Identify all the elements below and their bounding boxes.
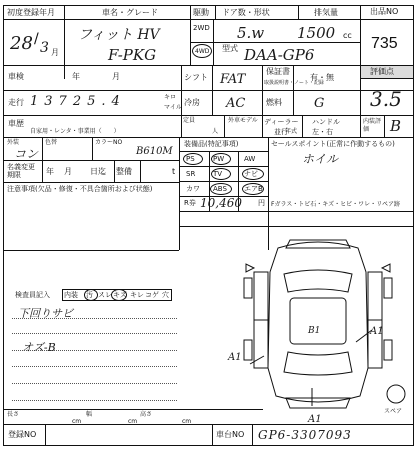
length-label: 長さ [7, 411, 20, 418]
dealer-label: ディーラー [264, 118, 299, 126]
divider [3, 182, 179, 183]
rec-label: R券 [184, 199, 196, 207]
divider [64, 5, 65, 79]
equip-leather: カワ [186, 185, 200, 193]
maintenance-label: 整備 [116, 167, 132, 176]
rec-value: 10,460 [200, 196, 242, 210]
score-value: 3.5 [370, 87, 402, 111]
equip-abs: ABS [213, 185, 227, 193]
steering-label: ハンドル [312, 118, 340, 126]
note-line [12, 383, 177, 384]
divider [181, 115, 414, 116]
ext-color-value: コン [14, 147, 39, 161]
inspector-note-2: オズ-B [22, 341, 56, 354]
note-line [12, 333, 177, 334]
height-label: 高さ [140, 411, 153, 418]
sales-point-value: ホイル [302, 152, 339, 166]
chassis-label: 車台NO [216, 430, 245, 439]
color-code-label: カラーNO [95, 139, 123, 146]
inspector-label: 検査員記入 [15, 291, 50, 299]
divider [3, 90, 181, 91]
lot-number: 735 [371, 35, 398, 52]
aircon-value: AC [226, 96, 246, 111]
drive-4wd: 4WD [195, 48, 210, 55]
note-line [12, 400, 177, 401]
divider [179, 166, 268, 167]
divider [3, 424, 414, 425]
equip-ps: PS [186, 155, 195, 163]
divider [302, 115, 303, 137]
equip-pw: PW [213, 155, 225, 163]
door-label: ドア数・形状 [222, 8, 270, 17]
divider [262, 65, 263, 137]
displacement-value: 1500 [297, 24, 336, 42]
mark-circle [242, 168, 264, 180]
nc-month-unit: 月 [64, 167, 72, 176]
mark-circle [210, 183, 232, 195]
capacity-label: 定員 [183, 117, 196, 124]
equip-airbag: エアB [244, 185, 263, 193]
divider [140, 160, 141, 182]
mark-circle [211, 168, 231, 180]
divider [3, 250, 179, 251]
type-label: 型式 [222, 44, 238, 53]
t-unit: t [172, 167, 176, 176]
divider [298, 5, 299, 19]
divider [360, 5, 361, 65]
inspector-opt-hole: 穴 [162, 291, 169, 299]
name-change-label: 名義変更期限 [7, 163, 35, 179]
equip-tv: TV [213, 170, 223, 178]
shift-value: FAT [220, 72, 246, 87]
damage-b1: B1 [308, 326, 321, 336]
steering-options: 左・右 [312, 128, 333, 136]
divider [92, 137, 93, 160]
divider [3, 137, 414, 138]
divider [42, 137, 43, 160]
reg-month-unit: 月 [51, 48, 59, 57]
equipment-label: 装備品(特記事項) [184, 140, 239, 148]
reg-no-label: 登録NO [8, 430, 37, 439]
ext-model-label: 外車モデル [228, 117, 258, 124]
score-label: 評価点 [370, 67, 394, 76]
lot-label: 出品NO [370, 7, 399, 16]
damage-a1-bottom: A1 [308, 414, 322, 425]
width-label: 幅 [86, 411, 93, 418]
interior-label: 内装評価 [363, 118, 382, 133]
mark-circle [111, 289, 127, 301]
divider [224, 115, 225, 137]
divider [45, 424, 46, 446]
door-count: 5.w [237, 24, 265, 42]
inspector-opt-scratch: キズ [113, 291, 127, 299]
grade: F-PKG [108, 46, 157, 64]
divider [3, 65, 414, 66]
divider [3, 409, 263, 410]
mileage-km-unit: キロ [164, 94, 177, 101]
divider [384, 115, 385, 137]
sales-point-label: セールスポイント(正常に作動するもの) [271, 140, 395, 148]
mark-circle [242, 183, 264, 195]
inspection-label: 車検 [8, 72, 24, 81]
width-unit: cm [128, 418, 138, 425]
car-name-label: 車名・グレード [102, 8, 158, 17]
notes-label: 注意事項(欠品・修復・不具合箇所および状態) [7, 185, 153, 193]
model-name: フィット HV [78, 27, 160, 43]
ext-model-unit: 年式 [285, 128, 298, 135]
divider [190, 5, 191, 65]
mark-circle [211, 153, 231, 165]
color-code-value: B610M [136, 146, 173, 157]
dealer-unit: 並行 [274, 128, 288, 136]
ext-color-label: 外装 [7, 139, 20, 146]
divider [213, 19, 214, 65]
interior-value: B [390, 117, 402, 135]
inspection-month-unit: 月 [112, 72, 120, 81]
note-line [12, 366, 177, 367]
divider [190, 42, 360, 43]
warranty-options: 有・無 [310, 73, 334, 82]
drive-label: 駆動 [193, 8, 209, 17]
length-unit: cm [72, 418, 82, 425]
nc-year-unit: 年 [46, 167, 54, 176]
equip-navi: ナビ [244, 170, 258, 178]
divider [181, 65, 182, 137]
damage-a1-right: A1 [370, 326, 384, 337]
divider [179, 181, 268, 182]
car-diagram [220, 228, 416, 414]
inspector-opt-tear: キレ [130, 291, 144, 299]
equip-sr: SR [186, 170, 196, 178]
aircon-label: 冷房 [184, 98, 200, 107]
model-code: DAA-GP6 [244, 46, 315, 64]
usage-label: 車歴 [8, 119, 24, 128]
divider [3, 115, 181, 116]
divider [42, 160, 43, 182]
divider [293, 65, 294, 115]
mileage-mile-unit: マイル [164, 104, 182, 111]
divider [252, 424, 253, 446]
divider [212, 424, 213, 446]
divider [179, 226, 414, 227]
divider [114, 160, 115, 182]
inspector-opt-scuff: スレ [98, 291, 112, 299]
divider [179, 211, 414, 212]
inspector-note-1: 下回りサビ [18, 307, 73, 320]
shift-label: シフト [184, 73, 208, 82]
warranty-label: 保証書 [266, 67, 290, 76]
drive-2wd: 2WD [193, 24, 210, 32]
displacement-label: 排気量 [314, 8, 338, 17]
reg-date-label: 初度登録年月 [7, 8, 55, 17]
mileage-label: 走行 [8, 98, 24, 107]
divider [212, 65, 213, 115]
inspector-opt-interior: 内装 [64, 291, 78, 299]
inspector-opt-dirt: 汚 [86, 291, 93, 299]
fuel-value: G [314, 96, 325, 111]
chassis-value: GP6-3307093 [258, 428, 352, 442]
equip-aw: AW [244, 155, 256, 163]
fuel-label: 燃料 [266, 98, 282, 107]
reg-year: 28 [10, 33, 33, 54]
spare-label: スペア [384, 408, 403, 415]
inspection-year-unit: 年 [72, 72, 80, 81]
divider [179, 137, 180, 250]
mileage-value: 13725.4 [30, 94, 126, 109]
mark-circle [183, 153, 203, 165]
cc-unit: cc [343, 31, 352, 40]
divider [215, 5, 216, 19]
warranty-sublabel: 取扱説明書・ノート・記録 [264, 80, 324, 86]
damage-a1-left: A1 [228, 352, 242, 363]
glass-label: Fガラス・トビ石・キズ・ヒビ・ワレ・リペア跡 [271, 201, 401, 208]
usage-options: 自家用・レンタ・事業用（ ） [30, 128, 120, 135]
mark-circle [84, 289, 98, 301]
divider [179, 151, 268, 152]
rec-unit: 円 [258, 199, 265, 207]
capacity-unit: 人 [212, 128, 219, 135]
nc-day-unit: 日迄 [90, 167, 106, 176]
divider [360, 78, 414, 79]
inspector-opt-burn: コゲ [145, 291, 159, 299]
reg-month: 3 [40, 40, 49, 56]
slash: / [34, 31, 39, 47]
height-unit: cm [182, 418, 192, 425]
color-change-label: 色替 [45, 139, 58, 146]
